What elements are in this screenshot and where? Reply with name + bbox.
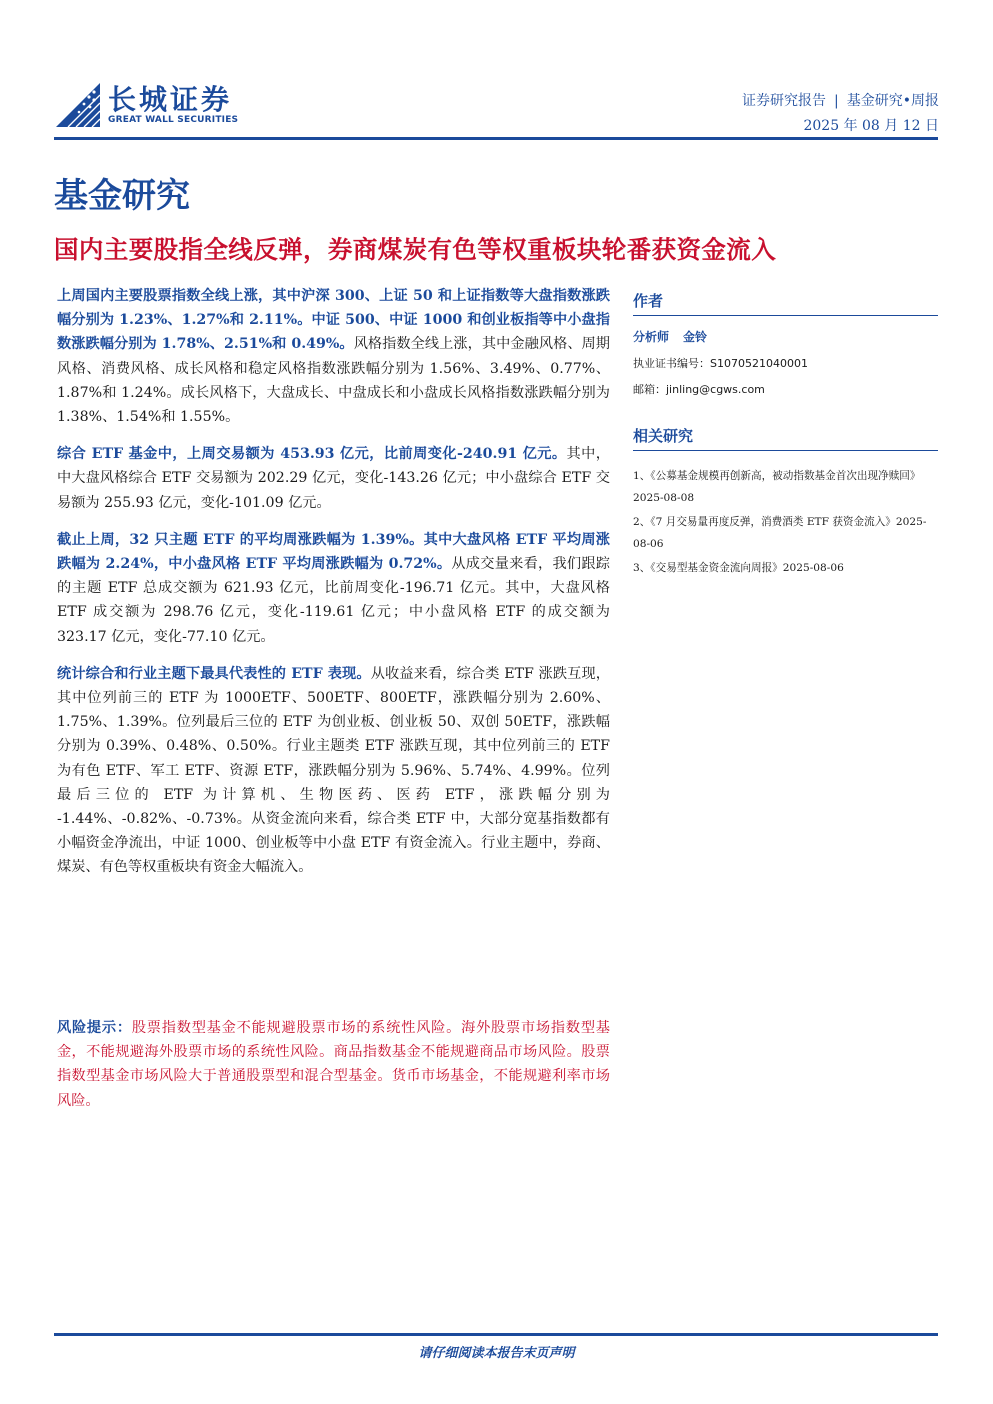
license-label: 执业证书编号： [633,357,710,370]
footer-divider [54,1333,938,1336]
author-heading: 作者 [633,290,938,316]
summary-paragraph [57,284,610,429]
summary-paragraph [57,442,610,515]
paragraph-highlight: 截止上周，32 只主题 ETF 的平均周涨跌幅为 1.39%。其中大盘风格 ETF 平均周涨跌幅为 2.24%，中小盘风格 ETF 平均周涨跌幅为 0.72%。 [57,531,610,573]
analyst-line [633,328,938,345]
main-content [57,284,610,893]
risk-label: 风险提示： [57,1020,132,1036]
paragraph-text: 从收益来看，综合类 ETF 涨跌互现，其中位列前三的 ETF 为 1000ETF、500ETF、800ETF，涨跌幅分别为 2.60%、1.75%、1.39%。位列最后三位的 ETF 为创业板、创业板 50、双创 50ETF，涨跌幅分别为 0.39%、0.48%、0.50%。行业主题类 ETF 涨跌互现，其中位列前三的 ETF 为有色 ETF、军工 ETF、资源 ETF，涨跌幅分别为 5.96%、5.74%、4.99%。位列最后三位的 ETF 为计算机、生物医药、医药 ETF，涨跌幅分别为 -1.44%、-0.82%、-0.73%。从资金流向来看，综合类 ETF 中，大部分宽基指数都有小幅资金净流出，中证 1000、创业板等中小盘 ETF 有资金流入。行业主题中，券商、煤炭、有色等权重板块有资金大幅流入。 [57,665,610,876]
summary-paragraph [57,528,610,649]
separator: | [834,93,839,109]
paragraph-highlight: 上周国内主要股票指数全线上涨，其中沪深 300、上证 50 和上证指数等大盘指数涨跌幅分别为 1.23%、1.27%和 2.11%。中证 500、中证 1000 和创业板指等中小盘指数涨跌幅分别为 1.78%、2.51%和 0.49%。 [57,288,610,353]
paragraph-text: 风格指数全线上涨，其中金融风格、周期风格、消费风格、成长风格和稳定风格指数涨跌幅分别为 1.56%、3.49%、0.77%、1.87%和 1.24%。成长风格下，大盘成长、中盘成长和小盘成长风格指数涨跌幅分别为 1.38%、1.54%和 1.55%。 [57,336,610,426]
email-address[interactable]: jinling@cgws.com [666,383,765,396]
report-date: 2025 年 08 月 12 日 [803,118,939,134]
great-wall-logo-icon [54,78,102,128]
brand-logo [54,78,264,128]
risk-text: 股票指数型基金不能规避股票市场的系统性风险。海外股票市场指数型基金，不能规避海外股票市场的系统性风险。商品指数基金不能规避商品市场风险。股票指数型基金市场风险大于普通股票型和混合型基金。货币市场基金，不能规避利率市场风险。 [57,1020,610,1109]
paragraph-highlight: 综合 ETF 基金中，上周交易额为 453.93 亿元，比前周变化-240.91 亿元。 [57,446,567,463]
risk-paragraph [57,1016,610,1113]
related-research-item[interactable]: 2、《7 月交易量再度反弹，消费酒类 ETF 获资金流入》2025-08-06 [633,516,927,550]
related-research-item[interactable]: 1、《公募基金规模再创新高，被动指数基金首次出现净赎回》2025-08-08 [633,470,921,504]
report-type-line [742,90,939,110]
related-research-list [633,465,938,579]
analyst-label: 分析师 [633,330,670,344]
analyst-name: 金铃 [683,330,708,344]
related-research-heading: 相关研究 [633,425,938,451]
logo-name-en: GREAT WALL SECURITIES [108,115,239,125]
related-research-item[interactable]: 3、《交易型基金资金流向周报》2025-08-06 [633,562,844,574]
license-line [633,355,938,371]
header-divider [54,137,938,140]
report-headline: 国内主要股指全线反弹，券商煤炭有色等权重板块轮番获资金流入 [54,235,777,264]
sidebar [633,290,938,579]
section-title: 基金研究 [54,176,190,216]
license-number: S1070521040001 [710,357,808,370]
paragraph-highlight: 统计综合和行业主题下最具代表性的 ETF 表现。 [57,665,371,682]
report-category: 基金研究•周报 [846,93,939,109]
paragraph-text: 从成交量来看，我们跟踪的主题 ETF 总成交额为 621.93 亿元，比前周变化-196.71 亿元。其中，大盘风格 ETF 成交额为 298.76 亿元，变化-119.61 亿元；中小盘风格 ETF 的成交额为 323.17 亿元，变化-77.10 亿元。 [57,556,610,645]
logo-name-cn: 长城证券 [108,83,233,116]
paragraph-text: 其中，中大盘风格综合 ETF 交易额为 202.29 亿元，变化-143.26 亿元；中小盘综合 ETF 交易额为 255.93 亿元，变化-101.09 亿元。 [57,446,610,511]
email-line [633,381,938,397]
footer-disclaimer-note: 请仔细阅读本报告末页声明 [418,1346,575,1361]
summary-paragraph [57,662,610,880]
email-label: 邮箱： [633,383,666,396]
risk-warning [57,1016,610,1126]
report-type: 证券研究报告 [742,93,827,109]
